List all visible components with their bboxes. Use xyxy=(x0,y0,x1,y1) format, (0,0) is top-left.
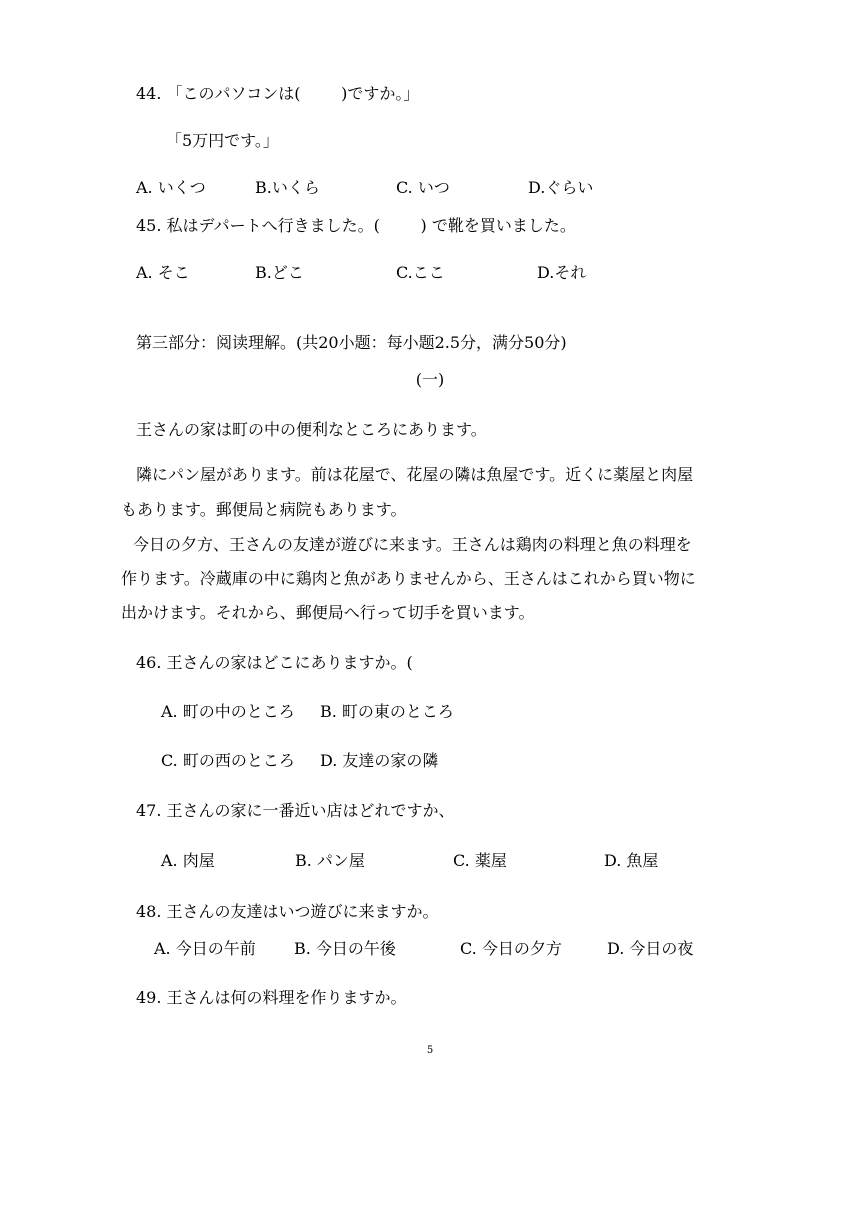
passage-paragraph-3-line-1: 今日の夕方、王さんの友達が遊びに来ます。王さんは鶏肉の料理と魚の料理を xyxy=(133,535,692,554)
question-48-stem: 48. 王さんの友達はいつ遊びに来ますか。 xyxy=(136,902,439,921)
question-44-reply: 「5万円です。」 xyxy=(166,131,279,150)
question-45-option-c: C.ここ xyxy=(396,263,445,282)
question-47-option-a: A. 肉屋 xyxy=(161,851,215,870)
question-44-option-c: C. いつ xyxy=(396,178,450,197)
question-45-option-b: B.どこ xyxy=(255,263,304,282)
section-heading: 第三部分：阅读理解。(共20小题：每小题2.5分，满分50分) xyxy=(136,333,567,352)
question-48-option-c: C. 今日の夕方 xyxy=(460,939,562,958)
question-47-option-d: D. 魚屋 xyxy=(604,851,659,870)
passage-paragraph-2-line-2: もあります。郵便局と病院もあります。 xyxy=(121,500,407,519)
question-46-stem: 46. 王さんの家はどこにありますか。( xyxy=(136,653,413,672)
question-45-stem: 45. 私はデパートへ行きました。( ) で靴を買いました。 xyxy=(136,216,576,235)
question-47-option-c: C. 薬屋 xyxy=(453,851,507,870)
passage-paragraph-1: 王さんの家は町の中の便利なところにあります。 xyxy=(136,420,487,439)
question-48-option-d: D. 今日の夜 xyxy=(607,939,694,958)
question-45-option-a: A. そこ xyxy=(136,263,190,282)
question-47-stem: 47. 王さんの家に一番近い店はどれですか、 xyxy=(136,801,455,820)
question-47-option-b: B. パン屋 xyxy=(295,851,365,870)
passage-paragraph-3-line-3: 出かけます。それから、郵便局へ行って切手を買います。 xyxy=(121,603,535,622)
question-44-option-b: B.いくら xyxy=(255,178,320,197)
question-46-option-c: C. 町の西のところ xyxy=(161,751,295,770)
question-48-option-a: A. 今日の午前 xyxy=(154,939,256,958)
question-44-stem: 44. 「このパソコンは( )ですか。」 xyxy=(136,84,420,103)
passage-paragraph-2-line-1: 隣にパン屋があります。前は花屋で、花屋の隣は魚屋です。近くに薬屋と肉屋 xyxy=(136,465,694,484)
page-number: 5 xyxy=(426,1045,434,1056)
question-45-option-d: D.それ xyxy=(537,263,587,282)
section-subheading: (一) xyxy=(415,370,445,389)
question-46-option-a: A. 町の中のところ xyxy=(161,702,295,721)
question-48-option-b: B. 今日の午後 xyxy=(294,939,396,958)
question-44-option-d: D.ぐらい xyxy=(528,178,594,197)
question-46-option-b: B. 町の東のところ xyxy=(320,702,454,721)
question-46-option-d: D. 友達の家の隣 xyxy=(320,751,439,770)
passage-paragraph-3-line-2: 作ります。冷蔵庫の中に鶏肉と魚がありませんから、王さんはこれから買い物に xyxy=(121,569,696,588)
question-44-option-a: A. いくつ xyxy=(136,178,206,197)
question-49-stem: 49. 王さんは何の料理を作りますか。 xyxy=(136,988,407,1007)
